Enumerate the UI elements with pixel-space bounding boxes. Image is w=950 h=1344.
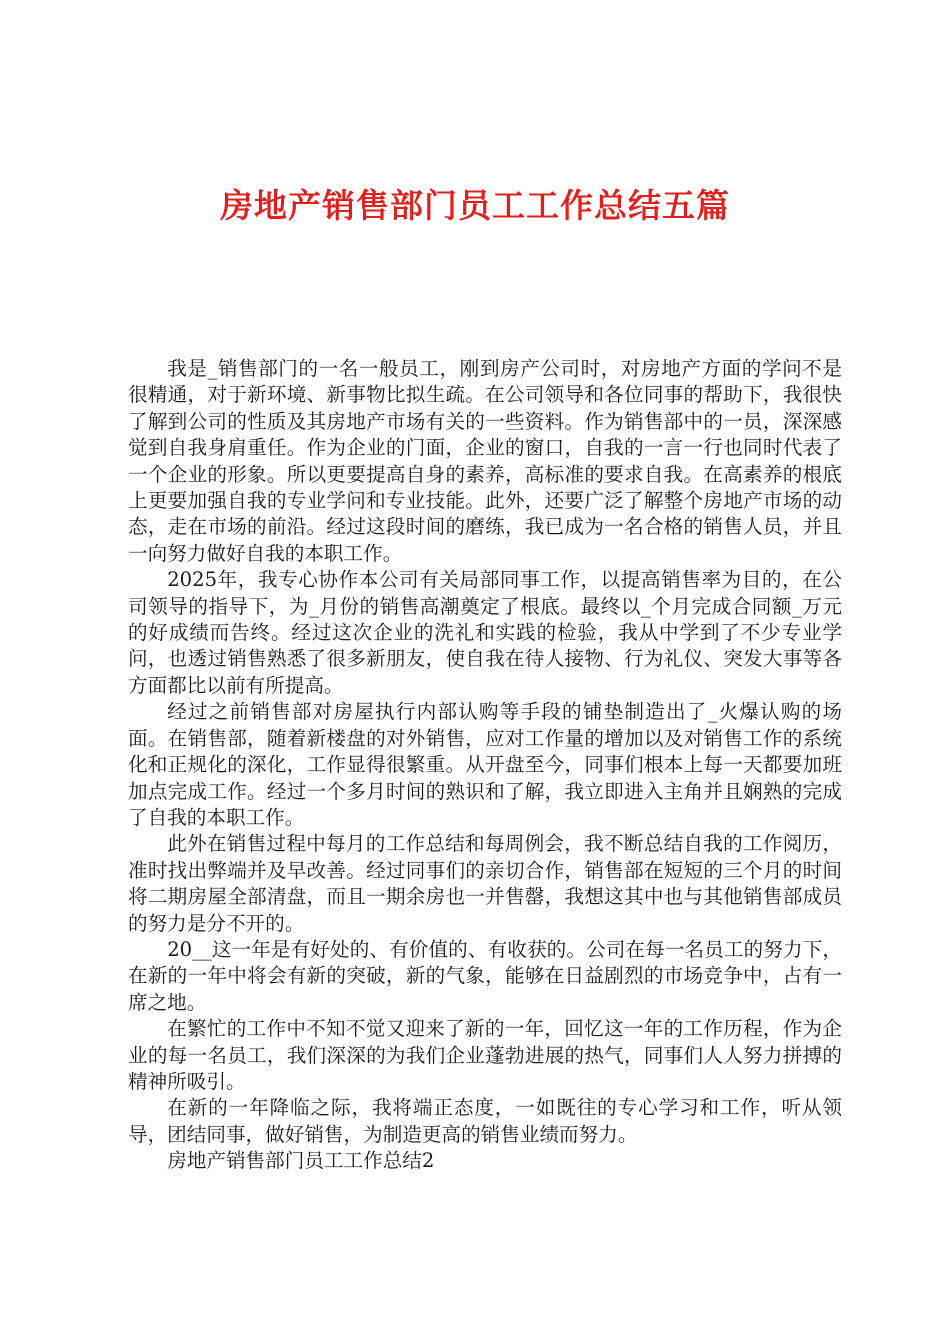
paragraph: 我是_销售部门的一名一般员工，刚到房产公司时，对房地产方面的学问不是很精通，对于新环境、新事物比拟生疏。在公司领导和各位同事的帮助下，我很快了解到公司的性质及其房地产市场有关的一些资料。作为销售部中的一员，深深感觉到自我身肩重任。作为企业的门面，企业的窗口，自我的一言一行也同时代表了一个企业的形象。所以更要提高自身的素养，高标准的要求自我。在高素养的根底上更要加强自我的专业学问和专业技能。此外，还要广泛了解整个房地产市场的动态，走在市场的前沿。经过这段时间的磨练，我已成为一名合格的销售人员，并且一向努力做好自我的本职工作。 bbox=[128, 357, 842, 565]
paragraph: 此外在销售过程中每月的工作总结和每周例会，我不断总结自我的工作阅历，准时找出弊端并及早改善。经过同事们的亲切合作，销售部在短短的三个月的时间将二期房屋全部清盘，而且一期余房也一并售罄，我想这其中也与其他销售部成员的努力是分不开的。 bbox=[128, 832, 842, 935]
paragraph: 在新的一年降临之际，我将端正态度，一如既往的专心学习和工作，听从领导，团结同事，做好销售，为制造更高的销售业绩而努力。 bbox=[128, 1096, 842, 1146]
paragraph: 在繁忙的工作中不知不觉又迎来了新的一年，回忆这一年的工作历程，作为企业的每一名员工，我们深深的为我们企业蓬勃进展的热气，同事们人人努力拼搏的精神所吸引。 bbox=[128, 1017, 842, 1093]
paragraph: 2025年，我专心协作本公司有关局部同事工作，以提高销售率为目的，在公司领导的指导下，为_月份的销售高潮奠定了根底。最终以_个月完成合同额_万元的好成绩而告终。经过这次企业的洗礼和实践的检验，我从中学到了不少专业学问，也透过销售熟悉了很多新朋友，使自我在待人接物、行为礼仪、突发大事等各方面都比以前有所提高。 bbox=[128, 568, 842, 697]
document-body bbox=[128, 356, 842, 1175]
section-heading: 房地产销售部门员工工作总结2 bbox=[167, 1149, 435, 1173]
paragraph: 20__这一年是有好处的、有价值的、有收获的。公司在每一名员工的努力下，在新的一年中将会有新的突破，新的气象，能够在日益剧烈的市场竞争中，占有一席之地。 bbox=[128, 937, 842, 1014]
paragraph: 经过之前销售部对房屋执行内部认购等手段的铺垫制造出了_火爆认购的场面。在销售部，随着新楼盘的对外销售，应对工作量的增加以及对销售工作的系统化和正规化的深化，工作显得很繁重。从开盘至今，同事们根本上每一天都要加班加点完成工作。经过一个多月时间的熟识和了解，我立即进入主角并且娴熟的完成了自我的本职工作。 bbox=[128, 700, 842, 829]
document-title: 房地产销售部门员工工作总结五篇 bbox=[220, 186, 730, 225]
